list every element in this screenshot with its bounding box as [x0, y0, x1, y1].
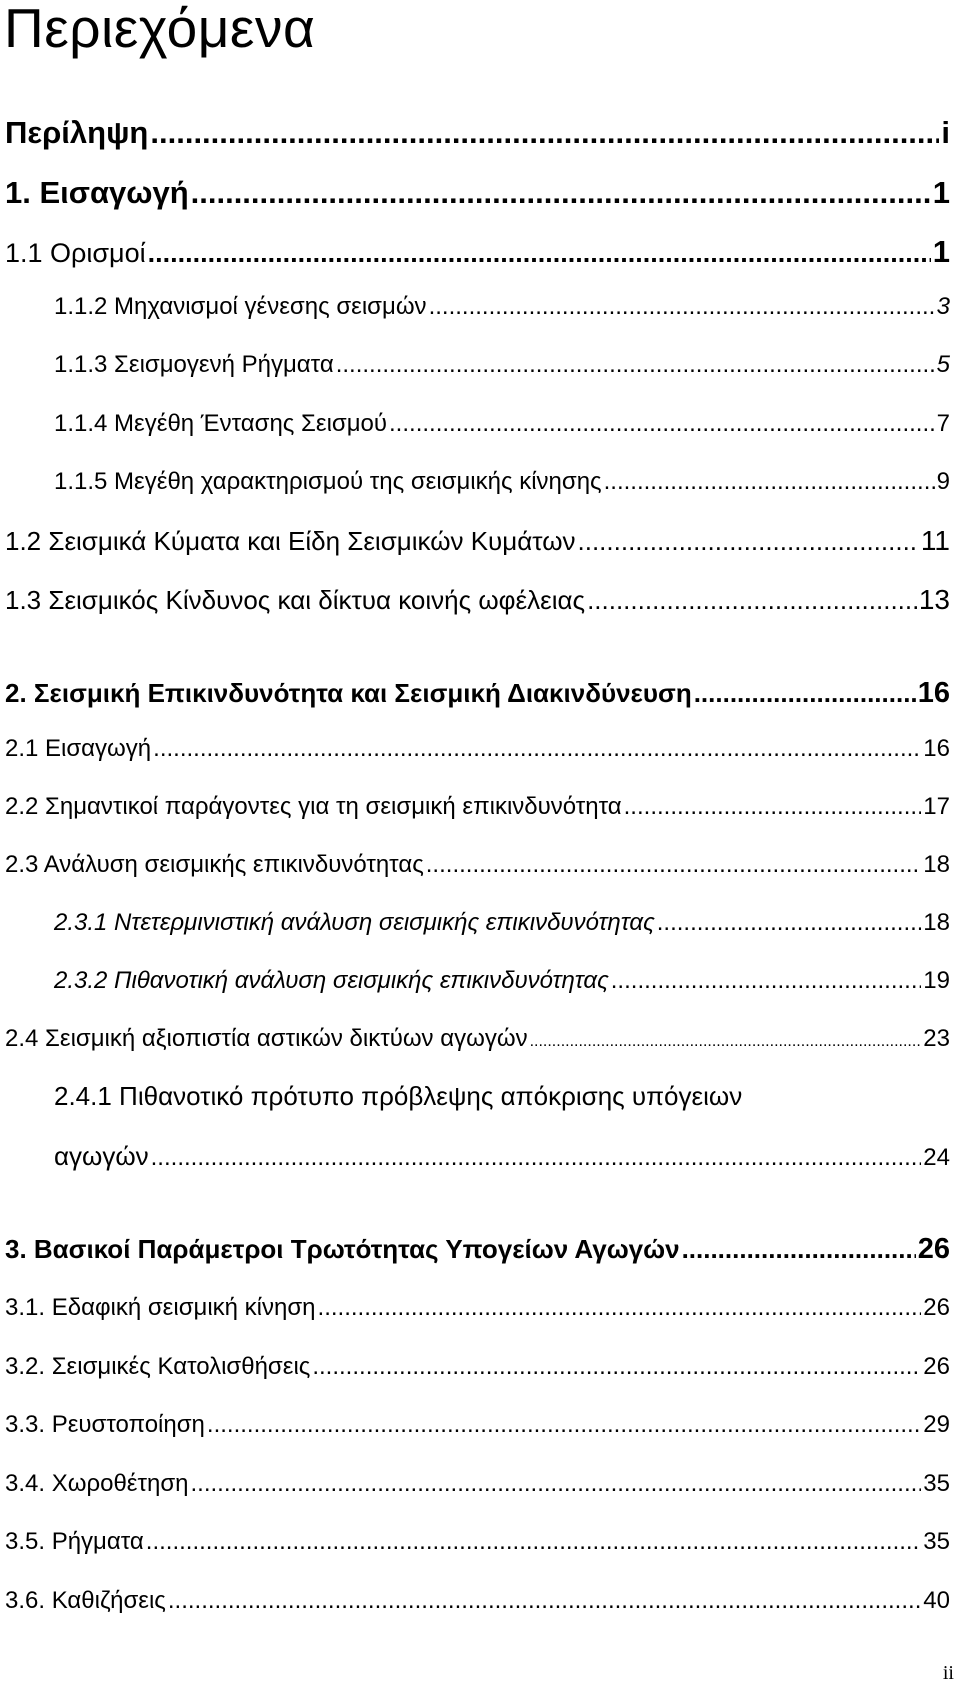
toc-entry-label: 1.1.5 Μεγέθη χαρακτηρισμού της σεισμικής κίνησης — [54, 468, 602, 495]
toc-entry-label: 2.3 Ανάλυση σεισμικής επικινδυνότητας — [5, 851, 424, 878]
toc-entry-2-1[interactable] — [5, 737, 950, 761]
toc-entry-3-5[interactable] — [5, 1530, 950, 1554]
toc-entry-page: 26 — [923, 1353, 950, 1380]
toc-entry-2-4-1-line-1[interactable]: 2.4.1 Πιθανοτικό πρότυπο πρόβλεψης απόκρισης υπόγειων — [54, 1081, 743, 1111]
dot-leader — [153, 737, 921, 761]
toc-entry-label: Περίληψη — [5, 115, 149, 150]
toc-entry-label: 3.4. Χωροθέτηση — [5, 1470, 189, 1497]
toc-entry-label: 3.2. Σεισμικές Κατολισθήσεις — [5, 1353, 311, 1380]
toc-entry-2-3-2[interactable] — [54, 969, 950, 993]
dot-leader — [336, 353, 935, 377]
toc-entry-2-4[interactable] — [5, 1027, 950, 1051]
toc-entry-1-2[interactable] — [5, 527, 950, 555]
toc-entry-2-2[interactable] — [5, 795, 950, 819]
dot-leader — [657, 911, 922, 935]
toc-entry-label: 1. Εισαγωγή — [5, 175, 189, 210]
toc-entry-page: 40 — [923, 1587, 950, 1614]
toc-entry-label: 3.1. Εδαφική σεισμική κίνηση — [5, 1294, 316, 1321]
toc-entry-label: 3. Βασικοί Παράμετροι Τρωτότητας Υπογείων Αγωγών — [5, 1234, 680, 1264]
dot-leader — [146, 1530, 922, 1554]
dot-leader — [190, 1472, 921, 1496]
toc-entry-page: 18 — [923, 909, 950, 936]
toc-entry-1-1-4[interactable] — [54, 412, 950, 436]
toc-entry-3-3[interactable] — [5, 1413, 950, 1437]
page-number: ii — [942, 1662, 954, 1684]
dot-leader — [150, 117, 939, 148]
toc-entry-page: 18 — [923, 851, 950, 878]
dot-leader — [611, 969, 922, 993]
toc-entry-label: 2. Σεισμική Επικινδυνότητα και Σεισμική Διακινδύνευση — [5, 678, 692, 708]
toc-entry-page: 16 — [917, 677, 950, 709]
toc-entry-1-1-3[interactable] — [54, 353, 950, 377]
toc-entry-label: 3.5. Ρήγματα — [5, 1528, 144, 1555]
toc-entry-page: 23 — [923, 1025, 950, 1052]
toc-entry-chapter-3[interactable] — [5, 1235, 950, 1264]
toc-entry-label: 1.1.3 Σεισμογενή Ρήγματα — [54, 351, 334, 378]
dot-leader — [530, 1034, 922, 1050]
dot-leader — [148, 240, 931, 267]
dot-leader — [624, 795, 922, 819]
dot-leader — [168, 1589, 921, 1613]
toc-entry-1-3[interactable] — [5, 586, 950, 614]
toc-entry-label: 1.1 Ορισμοί — [5, 238, 146, 268]
toc-entry-1-1[interactable] — [5, 236, 950, 267]
dot-leader — [312, 1355, 921, 1379]
toc-entry-page: 16 — [923, 735, 950, 762]
toc-entry-2-3[interactable] — [5, 853, 950, 877]
toc-entry-label: αγωγών — [54, 1141, 149, 1171]
toc-entry-page: 26 — [923, 1294, 950, 1321]
dot-leader — [191, 177, 931, 208]
toc-entry-1-1-5[interactable] — [54, 470, 950, 494]
toc-entry-label: 2.3.1 Ντετερμινιστική ανάλυση σεισμικής επικινδυνότητας — [54, 909, 655, 936]
dot-leader — [207, 1413, 921, 1437]
dot-leader — [578, 528, 919, 554]
toc-entry-label: 1.1.4 Μεγέθη Έντασης Σεισμού — [54, 410, 388, 437]
toc-entry-page: 5 — [936, 351, 950, 378]
toc-entry-chapter-2[interactable] — [5, 679, 950, 708]
toc-entry-page: 19 — [923, 967, 950, 994]
page-title: Περιεχόμενα — [4, 0, 316, 59]
toc-entry-page: 11 — [920, 525, 950, 556]
toc-entry-label: 3.6. Καθιζήσεις — [5, 1587, 166, 1614]
toc-entry-page: 7 — [936, 410, 950, 437]
dot-leader — [426, 853, 922, 877]
toc-entry-3-2[interactable] — [5, 1355, 950, 1379]
toc-entry-page: 35 — [923, 1528, 950, 1555]
toc-entry-page: 29 — [923, 1411, 950, 1438]
toc-entry-page: 17 — [923, 793, 950, 820]
toc-entry-page: 9 — [936, 468, 950, 495]
toc-entry-3-6[interactable] — [5, 1589, 950, 1613]
toc-entry-page: 1 — [932, 175, 950, 210]
dot-leader — [429, 295, 935, 319]
toc-entry-summary[interactable] — [5, 117, 950, 148]
dot-leader — [151, 1146, 922, 1170]
toc-entry-2-3-1[interactable] — [54, 911, 950, 935]
toc-entry-label: 2.1 Εισαγωγή — [5, 735, 152, 762]
toc-entry-page: 3 — [936, 293, 950, 320]
toc-entry-3-1[interactable] — [5, 1296, 950, 1320]
dot-leader — [587, 587, 917, 613]
toc-entry-label: 2.2 Σημαντικοί παράγοντες για τη σεισμική επικινδυνότητα — [5, 793, 622, 820]
dot-leader — [694, 680, 916, 706]
toc-entry-1-1-2[interactable] — [54, 295, 950, 319]
toc-entry-3-4[interactable] — [5, 1472, 950, 1496]
toc-entry-page: 26 — [917, 1233, 950, 1265]
toc-entry-label: 3.3. Ρευστοποίηση — [5, 1411, 205, 1438]
toc-entry-page: 1 — [932, 234, 950, 269]
toc-entry-page: i — [941, 115, 950, 150]
toc-entry-label: 2.3.2 Πιθανοτική ανάλυση σεισμικής επικινδυνότητας — [54, 967, 609, 994]
dot-leader — [318, 1296, 922, 1320]
toc-entry-label: 1.2 Σεισμικά Κύματα και Είδη Σεισμικών Κυμάτων — [5, 526, 576, 556]
toc-entry-chapter-1[interactable] — [5, 177, 950, 208]
toc-entry-page: 13 — [918, 584, 950, 615]
toc-entry-page: 24 — [923, 1144, 950, 1171]
dot-leader — [682, 1236, 916, 1262]
dot-leader — [389, 412, 935, 436]
toc-entry-2-4-1[interactable] — [54, 1143, 950, 1170]
toc-entry-label: 1.1.2 Μηχανισμοί γένεσης σεισμών — [54, 293, 427, 320]
toc-entry-page: 35 — [923, 1470, 950, 1497]
toc-entry-label: 2.4 Σεισμική αξιοπιστία αστικών δικτύων αγωγών — [5, 1025, 528, 1052]
dot-leader — [604, 470, 935, 494]
toc-entry-label: 1.3 Σεισμικός Κίνδυνος και δίκτυα κοινής ωφέλειας — [5, 585, 586, 615]
